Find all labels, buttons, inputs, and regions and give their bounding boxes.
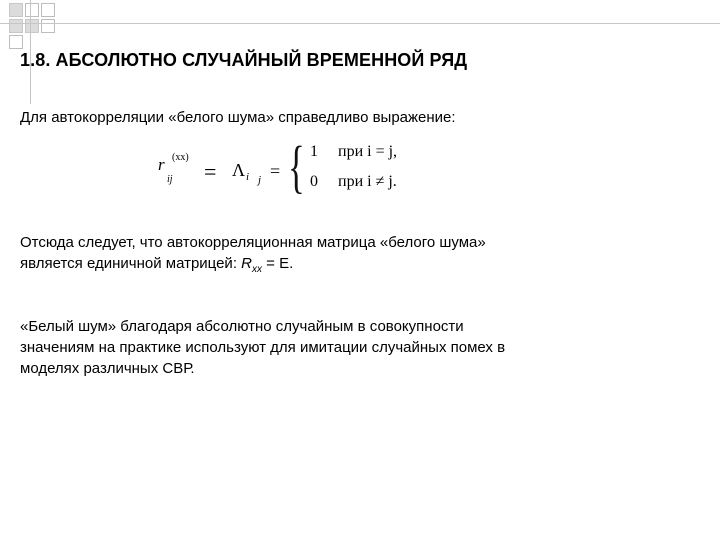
formula-lambda-sub-j: j: [258, 174, 262, 186]
decor-square: [9, 35, 23, 49]
formula-case-1: [310, 143, 397, 161]
intro-text: Для автокорреляции «белого шума» справедливо выражение:: [20, 109, 456, 126]
formula-lhs-subscript: ij: [167, 174, 173, 185]
paragraph-2-line-1: «Белый шум» благодаря абсолютно случайным в совокупности: [20, 318, 464, 335]
formula-case-2: [310, 173, 397, 191]
formula-brace: {: [288, 134, 305, 199]
matrix-subscript: xx: [252, 264, 262, 275]
decor-square: [9, 3, 23, 17]
case-2-value: 0: [310, 173, 318, 190]
decor-square: [25, 3, 39, 17]
paragraph-1-prefix: является единичной матрицей:: [20, 255, 242, 272]
decor-square: [25, 19, 39, 33]
slide-title: 1.8. АБСОЛЮТНО СЛУЧАЙНЫЙ ВРЕМЕННОЙ РЯД: [20, 50, 468, 70]
formula-lhs-superscript: (xx): [172, 152, 189, 163]
formula-equals-2: =: [270, 161, 281, 181]
formula-lhs: r: [158, 155, 165, 174]
paragraph-1-line-1: Отсюда следует, что автокорреляционная матрица «белого шума»: [20, 234, 486, 251]
header-rule: [0, 23, 720, 24]
formula-lambda: Λ: [232, 160, 246, 180]
case-2-condition: при i ≠ j.: [338, 173, 397, 190]
formula-lambda-sub-i: i: [246, 171, 250, 183]
case-1-value: 1: [310, 143, 318, 160]
paragraph-2-line-3: моделях различных СВР.: [20, 360, 195, 377]
decor-square: [41, 19, 55, 33]
case-1-condition: при i = j,: [338, 143, 398, 160]
decor-square: [9, 19, 23, 33]
paragraph-1-line-2: [20, 253, 293, 280]
paragraph-2-line-2: значениям на практике используют для имитации случайных помех в: [20, 339, 506, 356]
formula: [158, 134, 428, 202]
matrix-symbol: R: [241, 255, 252, 272]
formula-equals: =: [204, 159, 217, 184]
decor-square: [41, 3, 55, 17]
paragraph-1-suffix: = E.: [262, 255, 294, 272]
